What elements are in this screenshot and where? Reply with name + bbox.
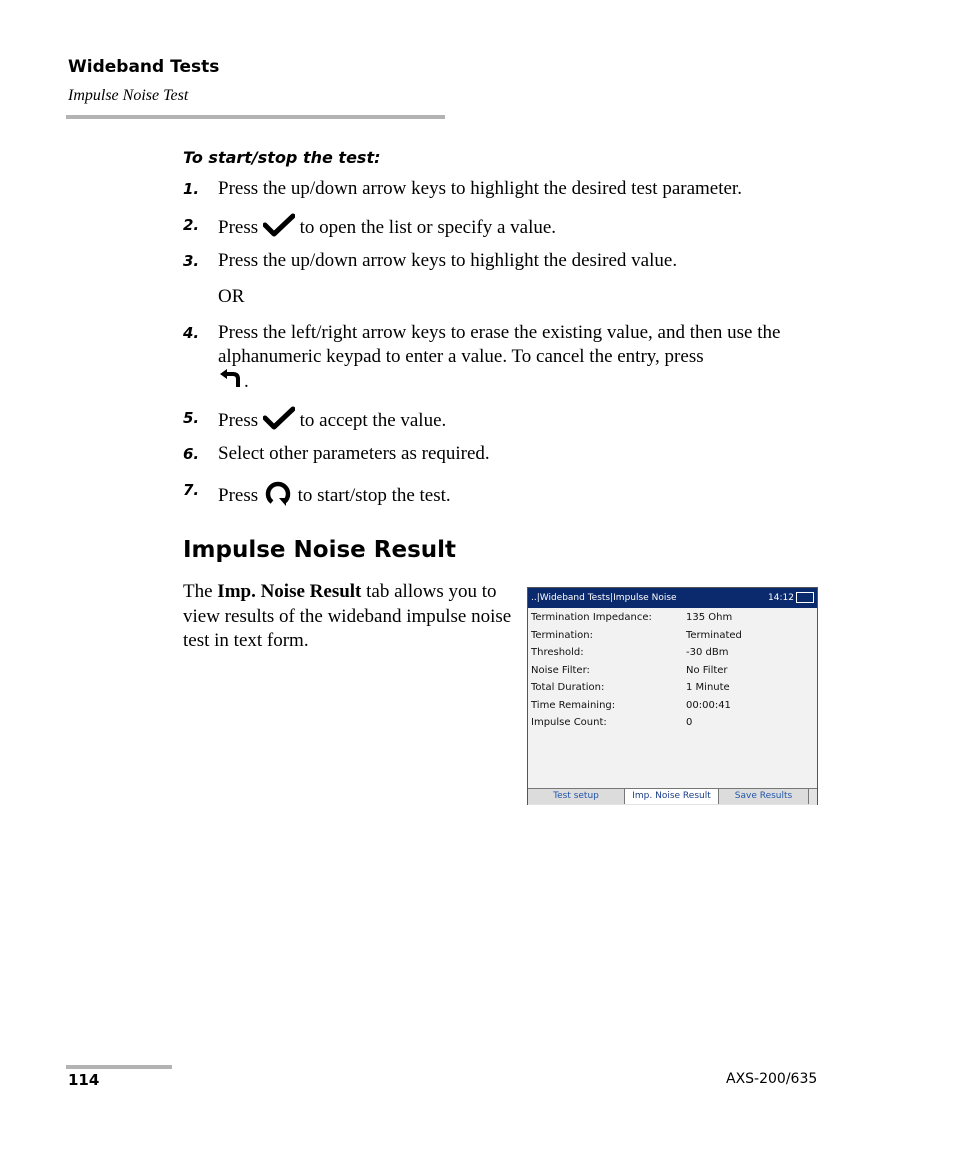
tab-imp-noise-result[interactable]: Imp. Noise Result (625, 789, 719, 804)
result-value: 1 Minute (686, 682, 730, 693)
step-text: Select other parameters as required. (218, 443, 490, 464)
or-separator: OR (218, 286, 245, 307)
step-text-before: Press (218, 216, 259, 238)
device-titlebar (528, 588, 817, 608)
step-number: 2. (183, 216, 200, 234)
step-number: 4. (183, 324, 200, 342)
footer-rule (66, 1065, 172, 1069)
section-subtitle: Impulse Noise Test (68, 87, 189, 104)
section-paragraph (183, 580, 513, 654)
section-heading: Impulse Noise Result (183, 537, 457, 563)
document-id: AXS-200/635 (726, 1071, 818, 1087)
result-value: -30 dBm (686, 647, 729, 658)
para-text: tab allows you to view results of the wideband impulse noise test in text form. (183, 581, 512, 651)
step-text: Press the left/right arrow keys to erase the existing value, and then use the alphanumeric keypad to enter a value. To cancel the entry, press (218, 322, 781, 367)
device-breadcrumb[interactable]: ..|Wideband Tests|Impulse Noise (531, 593, 677, 603)
chapter-title: Wideband Tests (68, 57, 220, 77)
para-bold: Imp. Noise Result (217, 581, 362, 602)
start-stop-icon (263, 478, 293, 515)
device-clock: 14:12 (768, 593, 794, 603)
step-text-before: Press (218, 484, 259, 506)
step-text-after: to accept the value. (299, 409, 447, 431)
result-value: 0 (686, 717, 693, 728)
step-text-before: Press (218, 409, 259, 431)
result-value: Terminated (686, 629, 742, 641)
result-label: Total Duration: (531, 682, 605, 693)
tab-test-setup[interactable]: Test setup (528, 789, 625, 804)
header-rule (66, 115, 445, 119)
step-number: 6. (183, 445, 200, 463)
checkmark-icon (263, 213, 295, 244)
checkmark-icon (263, 406, 295, 437)
result-label: Noise Filter: (531, 664, 590, 676)
result-value: 135 Ohm (686, 612, 733, 623)
step-number: 7. (183, 481, 200, 499)
step-text-after: to open the list or specify a value. (299, 216, 557, 238)
step-number: 5. (183, 409, 200, 427)
device-tab-bar (528, 788, 817, 805)
result-value: 00:00:41 (686, 699, 731, 711)
result-label: Threshold: (531, 647, 584, 658)
step-number: 1. (183, 180, 200, 198)
back-arrow-icon (218, 369, 244, 396)
para-text: The (183, 581, 218, 602)
step-text: Press the up/down arrow keys to highlight the desired test parameter. (218, 178, 742, 199)
result-label: Termination Impedance: (531, 612, 652, 623)
result-label: Termination: (531, 629, 594, 641)
tab-save-results[interactable]: Save Results (719, 789, 809, 804)
result-label: Time Remaining: (531, 699, 616, 711)
page-number: 114 (68, 1071, 100, 1089)
step-text-after: to start/stop the test. (297, 484, 451, 506)
battery-icon (796, 592, 814, 603)
procedure-heading: To start/stop the test: (183, 148, 381, 167)
result-value: No Filter (686, 664, 728, 676)
result-label: Impulse Count: (531, 717, 607, 728)
step-text-after: . (244, 370, 249, 392)
step-number: 3. (183, 252, 200, 270)
device-screenshot (527, 587, 818, 805)
step-text: Press the up/down arrow keys to highlight the desired value. (218, 250, 678, 271)
